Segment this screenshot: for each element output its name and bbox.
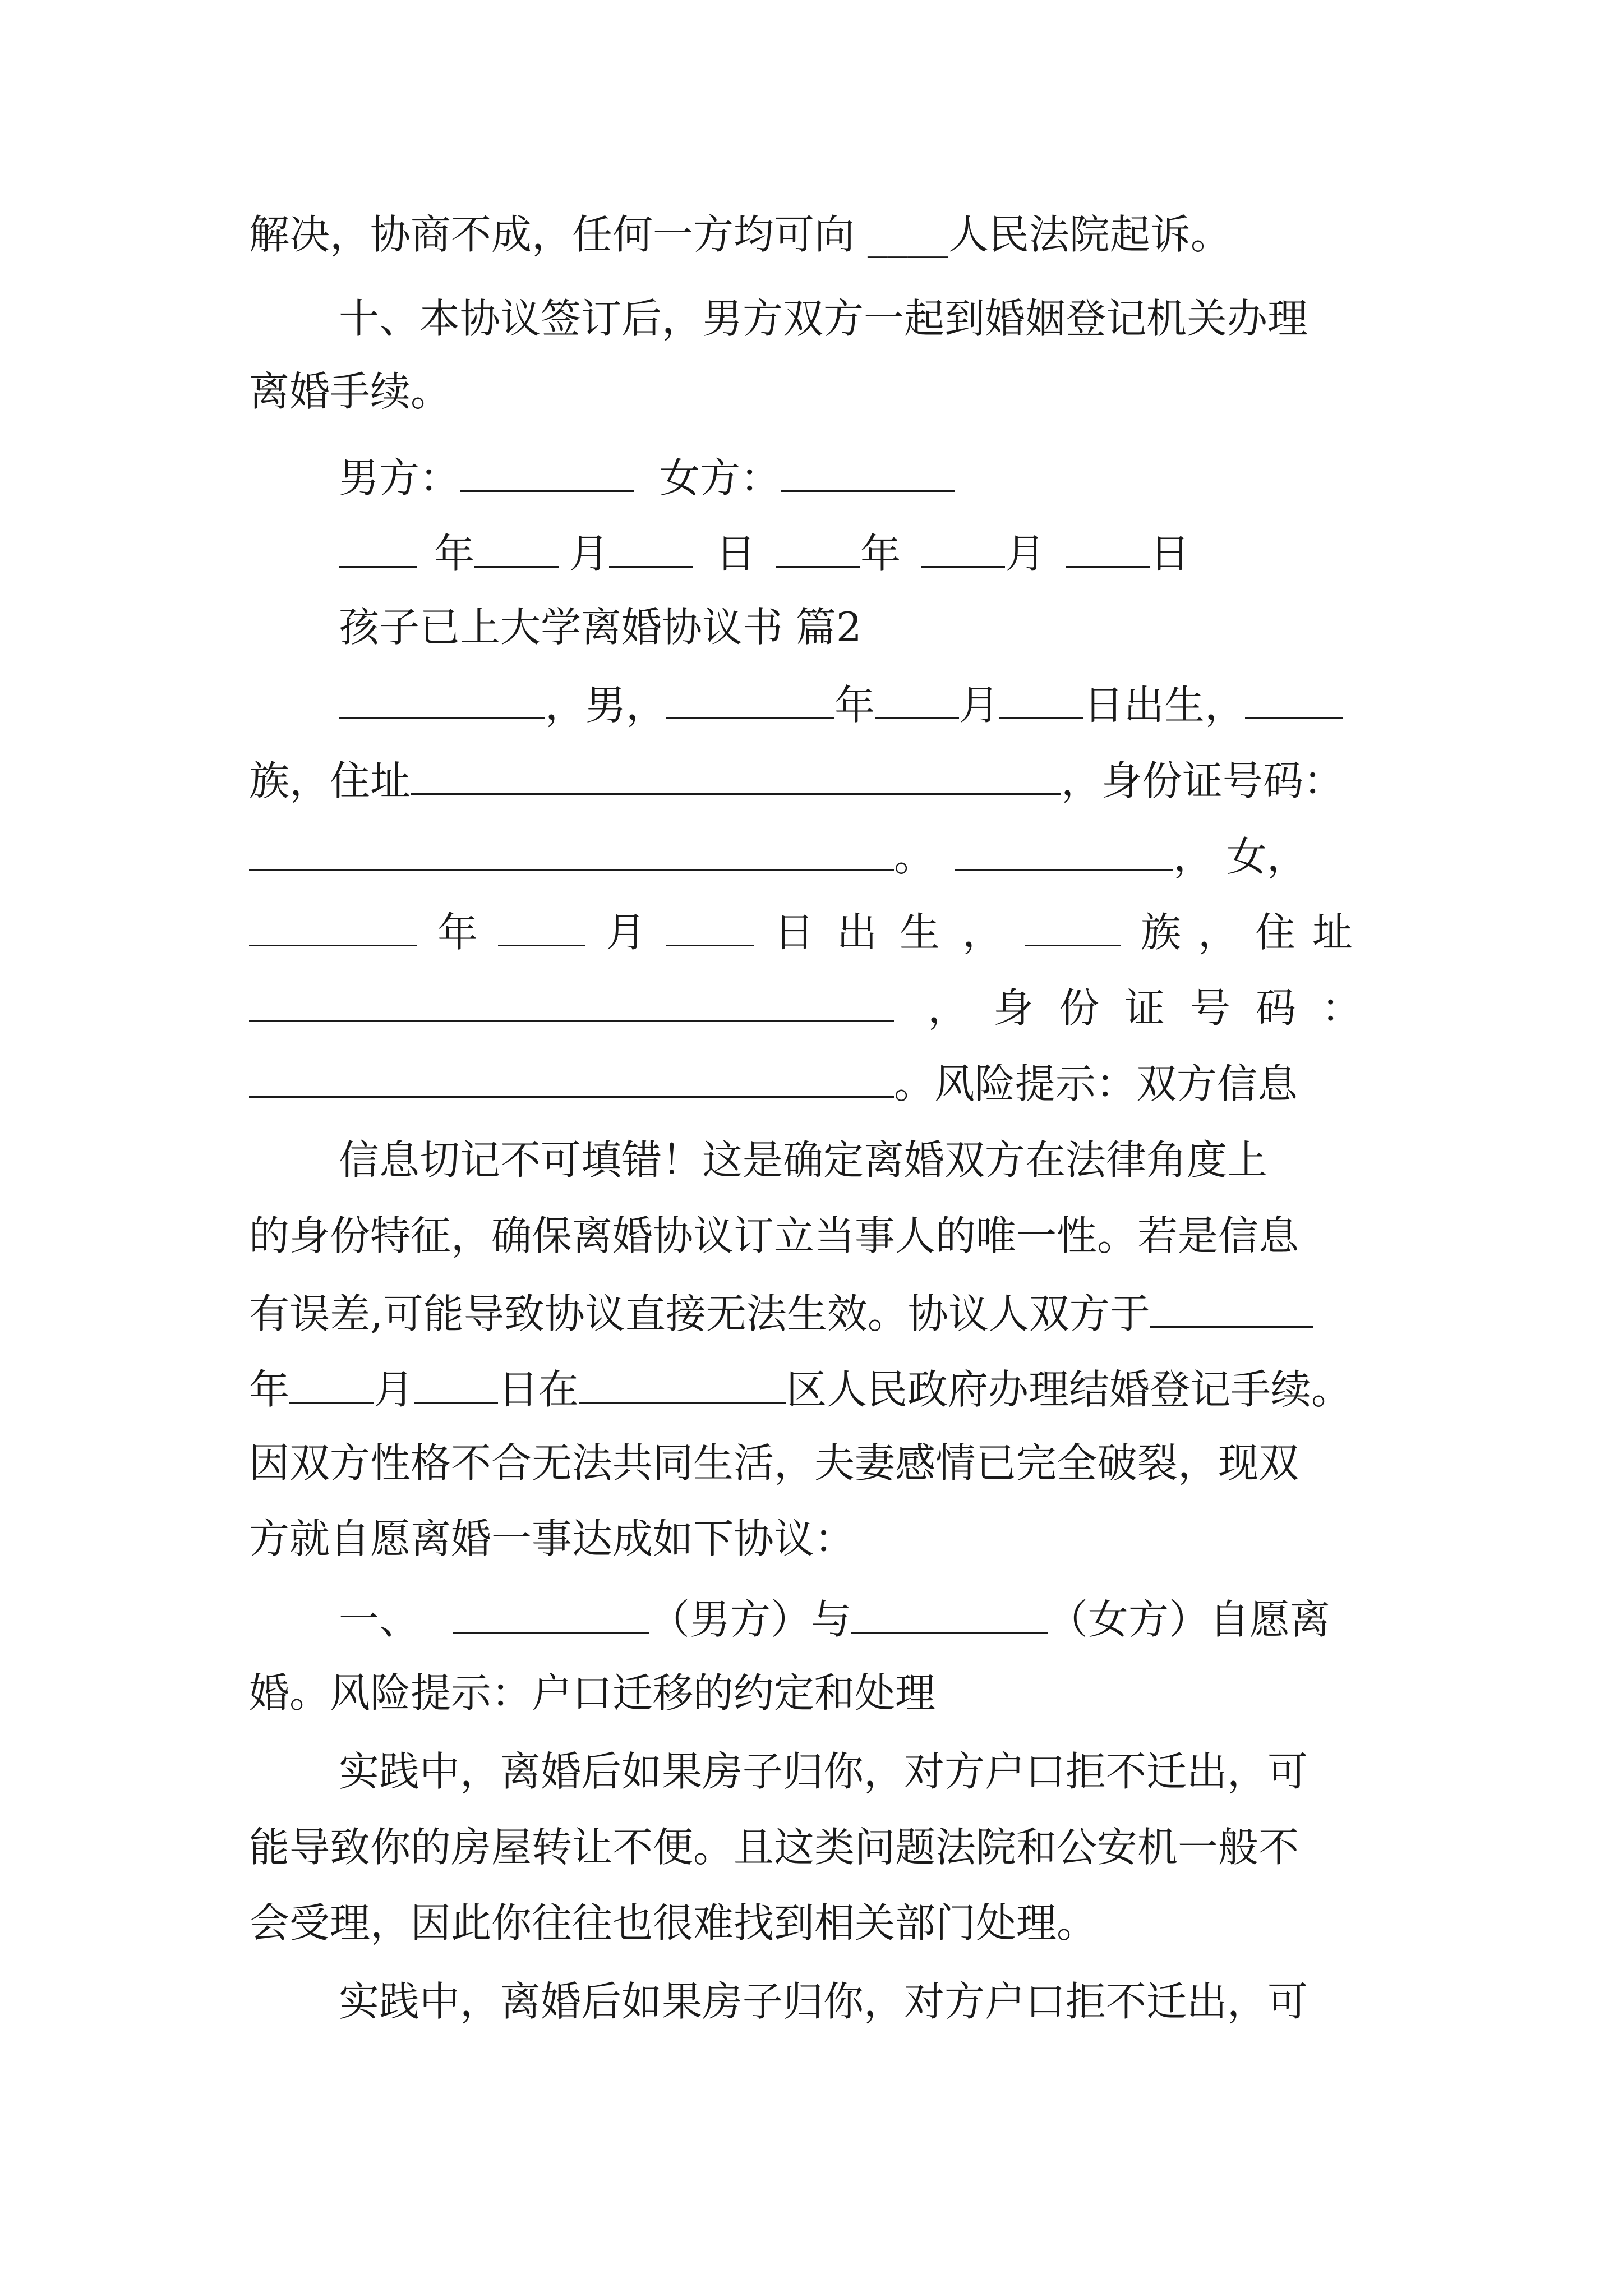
text: 会受理，因此你往往也很难找到相关部门处理。	[249, 1899, 1098, 1947]
birth-line	[249, 903, 1370, 959]
text: 年	[249, 1366, 290, 1413]
text: 年	[437, 909, 478, 956]
address-blank	[249, 979, 894, 1022]
blank	[414, 1360, 498, 1404]
blank	[249, 903, 417, 946]
date-blank	[1150, 1285, 1313, 1328]
text: 的身份特征，确保离婚协议订立当事人的唯一性。若是信息	[249, 1212, 1299, 1259]
text: 能导致你的房屋转让不便。且这类问题法院和公安机一般不	[249, 1824, 1299, 1871]
text: 日	[1150, 530, 1191, 577]
text: ，男，	[545, 682, 667, 729]
text: 方就自愿离婚一事达成如下协议：	[249, 1515, 855, 1562]
text: ，身份证号码：	[1061, 757, 1344, 804]
text: 。风险提示：双方信息	[894, 1060, 1298, 1107]
text-line	[249, 365, 451, 418]
female-signature-blank	[781, 449, 955, 492]
blank	[999, 676, 1083, 719]
blank	[666, 903, 754, 946]
text: ，身份证号码：	[928, 984, 1387, 1032]
text: 因双方性格不合无法共同生活，夫妻感情已完全破裂，现双	[249, 1439, 1299, 1487]
clause-one-line	[339, 1590, 1330, 1646]
name-blank	[339, 676, 545, 719]
text-line	[249, 1666, 935, 1720]
id-blank	[249, 827, 894, 871]
text: 族，住址	[1141, 909, 1370, 956]
blank	[289, 1360, 374, 1404]
id-line	[249, 827, 1307, 884]
clause-ten-line	[339, 292, 1308, 346]
text: 日	[716, 530, 757, 577]
text: 年	[860, 530, 901, 577]
blank	[474, 524, 559, 568]
id-line	[249, 1055, 1298, 1111]
text: 日在	[498, 1366, 579, 1413]
text: 日出生，	[774, 909, 1026, 956]
blank	[875, 676, 959, 719]
text: 族，住址	[249, 757, 411, 804]
text-line	[339, 1133, 1267, 1187]
text: 信息切记不可填错！这是确定离婚双方在法律角度上	[339, 1137, 1268, 1184]
text-line	[339, 1975, 1308, 2028]
party-line	[339, 676, 1343, 732]
male-signature-blank	[460, 449, 634, 492]
text: 实践中，离婚后如果房子归你，对方户口拒不迁出，可	[339, 1978, 1308, 2025]
text: 离婚手续。	[249, 368, 451, 415]
text: 区人民政府办理结婚登记手续。	[786, 1366, 1352, 1413]
female-name-blank	[851, 1590, 1048, 1634]
text: 年	[834, 682, 875, 729]
male-label: 男方：	[339, 454, 460, 501]
blank	[921, 524, 1005, 568]
date-line	[339, 524, 1190, 581]
text: 有误差,可能导致协议直接无法生效。协议人双方于	[249, 1290, 1150, 1337]
text: 月	[569, 530, 610, 577]
address-line	[249, 752, 1344, 808]
text: 十、本协议签订后，男方双方一起到婚姻登记机关办理	[339, 295, 1308, 342]
text: 日出生，	[1083, 682, 1246, 729]
text-line	[249, 208, 1231, 261]
blank	[609, 524, 693, 568]
text: 孩子已上大学离婚协议书 篇2	[339, 604, 862, 651]
text: 实践中，离婚后如果房子归你，对方户口拒不迁出，可	[339, 1748, 1308, 1795]
text-line	[249, 1512, 855, 1566]
name-blank	[955, 827, 1173, 871]
text: 月	[606, 909, 647, 956]
id-line	[249, 979, 1387, 1035]
text: 婚。风险提示：户口迁移的约定和处理	[249, 1669, 936, 1717]
text-line	[249, 1285, 1313, 1341]
blank	[1025, 903, 1121, 946]
blank	[776, 524, 860, 568]
blank	[1066, 524, 1150, 568]
text: （女方）自愿离	[1048, 1596, 1331, 1643]
address-blank	[411, 752, 1061, 795]
text: 月	[374, 1366, 414, 1413]
blank	[666, 676, 834, 719]
text-line	[249, 1896, 1097, 1950]
text-line	[249, 1436, 1299, 1490]
text-line	[249, 1209, 1299, 1263]
text: 年	[434, 530, 475, 577]
blank	[1245, 676, 1343, 719]
text-line	[249, 1820, 1299, 1874]
text: 月	[1005, 530, 1046, 577]
blank	[498, 903, 585, 946]
text: 月	[959, 682, 1000, 729]
text: 解决，协商不成，任何一方均可向 ____人民法院起诉。	[249, 211, 1231, 258]
female-label: 女方：	[660, 454, 781, 501]
text-line	[339, 1745, 1308, 1798]
registration-line	[249, 1360, 1352, 1416]
district-blank	[579, 1360, 786, 1404]
section-heading	[339, 600, 862, 654]
text: ， 女，	[1173, 833, 1307, 880]
id-blank	[249, 1055, 894, 1098]
text: 。	[894, 833, 935, 880]
signature-line	[339, 449, 955, 505]
text: （男方）与	[649, 1596, 852, 1643]
male-name-blank	[453, 1590, 649, 1634]
blank	[339, 524, 417, 568]
text: 一、	[339, 1596, 420, 1643]
